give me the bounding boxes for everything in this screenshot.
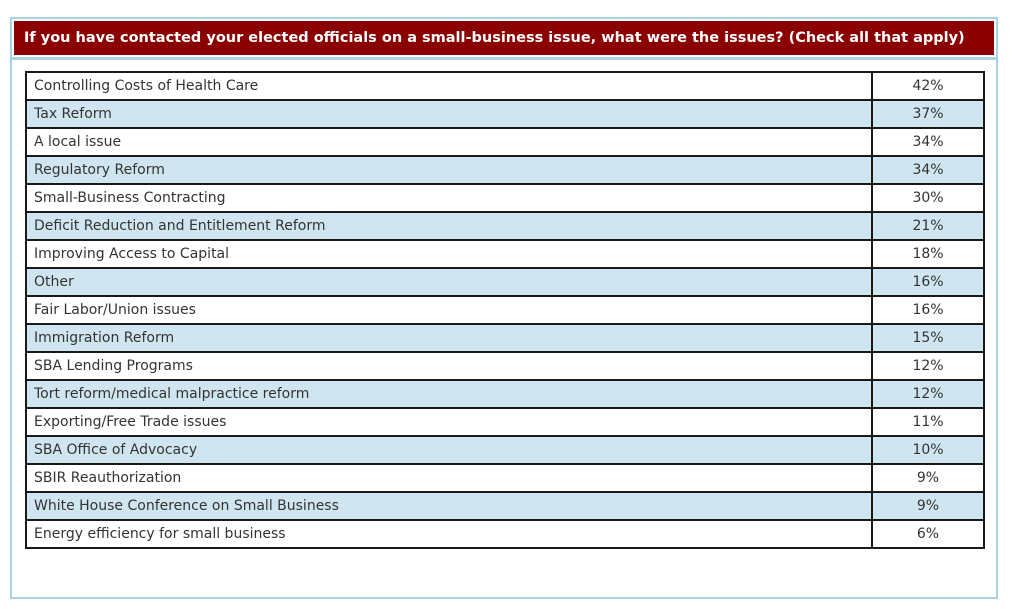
issue-label: Small-Business Contracting bbox=[26, 184, 872, 212]
table-row bbox=[26, 128, 984, 156]
issue-percentage: 21% bbox=[872, 212, 984, 240]
table-row bbox=[26, 212, 984, 240]
issue-percentage: 34% bbox=[872, 156, 984, 184]
issue-label: Controlling Costs of Health Care bbox=[26, 72, 872, 100]
issue-percentage: 6% bbox=[872, 520, 984, 548]
issue-percentage: 42% bbox=[872, 72, 984, 100]
issue-label: Improving Access to Capital bbox=[26, 240, 872, 268]
issue-percentage: 37% bbox=[872, 100, 984, 128]
table-row bbox=[26, 408, 984, 436]
issue-label: Tort reform/medical malpractice reform bbox=[26, 380, 872, 408]
table-row bbox=[26, 296, 984, 324]
issue-percentage: 30% bbox=[872, 184, 984, 212]
issue-label: SBA Lending Programs bbox=[26, 352, 872, 380]
survey-panel bbox=[10, 17, 998, 599]
issue-label: Other bbox=[26, 268, 872, 296]
issue-label: SBA Office of Advocacy bbox=[26, 436, 872, 464]
table-row bbox=[26, 380, 984, 408]
issue-percentage: 16% bbox=[872, 296, 984, 324]
issue-label: Deficit Reduction and Entitlement Reform bbox=[26, 212, 872, 240]
table-row bbox=[26, 184, 984, 212]
table-row bbox=[26, 100, 984, 128]
issue-percentage: 34% bbox=[872, 128, 984, 156]
table-row bbox=[26, 464, 984, 492]
issue-percentage: 9% bbox=[872, 492, 984, 520]
table-row bbox=[26, 352, 984, 380]
issue-percentage: 9% bbox=[872, 464, 984, 492]
issue-label: Exporting/Free Trade issues bbox=[26, 408, 872, 436]
results-table bbox=[25, 71, 985, 549]
table-row bbox=[26, 268, 984, 296]
issue-label: A local issue bbox=[26, 128, 872, 156]
issue-percentage: 16% bbox=[872, 268, 984, 296]
issue-percentage: 12% bbox=[872, 352, 984, 380]
issue-percentage: 11% bbox=[872, 408, 984, 436]
table-row bbox=[26, 72, 984, 100]
issue-label: Tax Reform bbox=[26, 100, 872, 128]
table-row bbox=[26, 240, 984, 268]
issue-percentage: 18% bbox=[872, 240, 984, 268]
issue-label: White House Conference on Small Business bbox=[26, 492, 872, 520]
issue-percentage: 10% bbox=[872, 436, 984, 464]
results-table-body bbox=[26, 72, 984, 548]
table-row bbox=[26, 436, 984, 464]
table-title: If you have contacted your elected officials on a small-business issue, what were the issues? (Check all that apply) bbox=[14, 21, 994, 55]
issue-label: Fair Labor/Union issues bbox=[26, 296, 872, 324]
table-row bbox=[26, 520, 984, 548]
header-divider bbox=[12, 57, 996, 60]
issue-label: SBIR Reauthorization bbox=[26, 464, 872, 492]
issue-label: Energy efficiency for small business bbox=[26, 520, 872, 548]
issue-label: Regulatory Reform bbox=[26, 156, 872, 184]
table-row bbox=[26, 492, 984, 520]
issue-percentage: 15% bbox=[872, 324, 984, 352]
table-row bbox=[26, 156, 984, 184]
issue-percentage: 12% bbox=[872, 380, 984, 408]
table-row bbox=[26, 324, 984, 352]
issue-label: Immigration Reform bbox=[26, 324, 872, 352]
